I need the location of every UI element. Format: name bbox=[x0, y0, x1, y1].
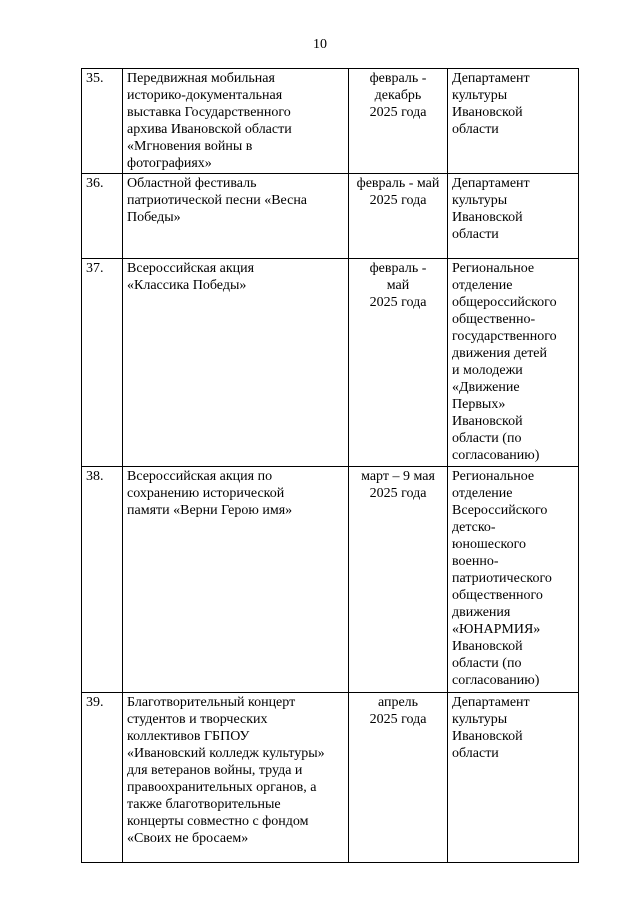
event-line: «Мгновения войны в bbox=[127, 139, 253, 154]
organizer-cell bbox=[448, 467, 579, 693]
organizer-cell bbox=[448, 69, 579, 174]
table-row bbox=[82, 467, 579, 693]
date-cell bbox=[349, 467, 448, 693]
organizer-line: отделение bbox=[452, 486, 513, 501]
organizer-cell bbox=[448, 259, 579, 467]
organizer-line: детско- bbox=[452, 520, 496, 535]
organizer-line: Департамент bbox=[452, 176, 530, 191]
table-row bbox=[82, 69, 579, 174]
organizer-line: общественно- bbox=[452, 312, 536, 327]
organizer-line: Региональное bbox=[452, 469, 535, 484]
page-number: 10 bbox=[313, 37, 327, 52]
organizer-line: согласованию) bbox=[452, 448, 540, 463]
organizer-line: общественного bbox=[452, 588, 543, 603]
organizer-line: Ивановской bbox=[452, 210, 523, 225]
date-cell bbox=[349, 174, 448, 259]
event-cell bbox=[123, 259, 349, 467]
date-line: май bbox=[386, 278, 410, 293]
organizer-line: Региональное bbox=[452, 261, 535, 276]
organizer-line: патриотического bbox=[452, 571, 552, 586]
organizer-line: Всероссийского bbox=[452, 503, 548, 518]
event-line: фотографиях» bbox=[127, 156, 212, 171]
event-line: выставка Государственного bbox=[127, 105, 291, 120]
organizer-cell bbox=[448, 174, 579, 259]
organizer-line: движения bbox=[452, 605, 511, 620]
organizer-line: области (по bbox=[452, 656, 522, 671]
organizer-line: юношеского bbox=[452, 537, 526, 552]
event-line: Передвижная мобильная bbox=[127, 71, 275, 86]
table-row bbox=[82, 174, 579, 259]
date-line: февраль - bbox=[369, 71, 427, 86]
event-line: студентов и творческих bbox=[127, 712, 268, 727]
date-cell bbox=[349, 69, 448, 174]
organizer-line: области bbox=[452, 746, 499, 761]
date-line: 2025 года bbox=[369, 486, 427, 501]
date-line: февраль - bbox=[369, 261, 427, 276]
date-line: февраль - май bbox=[356, 176, 440, 191]
row-number: 37. bbox=[82, 259, 123, 467]
organizer-line: военно- bbox=[452, 554, 499, 569]
date-cell bbox=[349, 693, 448, 863]
event-line: концерты совместно с фондом bbox=[127, 814, 309, 829]
event-line: Победы» bbox=[127, 210, 181, 225]
row-number: 38. bbox=[82, 467, 123, 693]
organizer-line: культуры bbox=[452, 88, 508, 103]
events-table-body bbox=[82, 69, 579, 863]
organizer-line: и молодежи bbox=[452, 363, 523, 378]
organizer-line: культуры bbox=[452, 193, 508, 208]
row-number: 35. bbox=[82, 69, 123, 174]
organizer-line: «Движение bbox=[452, 380, 520, 395]
event-line: «Ивановский колледж культуры» bbox=[127, 746, 325, 761]
event-line: Всероссийская акция bbox=[127, 261, 255, 276]
organizer-line: движения детей bbox=[452, 346, 548, 361]
event-line: для ветеранов войны, труда и bbox=[127, 763, 303, 778]
events-table bbox=[81, 68, 579, 863]
organizer-line: Первых» bbox=[452, 397, 506, 412]
date-line: 2025 года bbox=[369, 712, 427, 727]
organizer-line: отделение bbox=[452, 278, 513, 293]
event-cell bbox=[123, 467, 349, 693]
date-line: 2025 года bbox=[369, 193, 427, 208]
organizer-line: общероссийского bbox=[452, 295, 557, 310]
organizer-cell bbox=[448, 693, 579, 863]
date-cell bbox=[349, 259, 448, 467]
table-row bbox=[82, 259, 579, 467]
event-cell bbox=[123, 69, 349, 174]
date-line: 2025 года bbox=[369, 105, 427, 120]
organizer-line: Ивановской bbox=[452, 105, 523, 120]
event-line: патриотической песни «Весна bbox=[127, 193, 308, 208]
event-line: коллективов ГБПОУ bbox=[127, 729, 250, 744]
date-line: 2025 года bbox=[369, 295, 427, 310]
organizer-line: области (по bbox=[452, 431, 522, 446]
date-line: март – 9 мая bbox=[361, 469, 435, 484]
organizer-line: области bbox=[452, 122, 499, 137]
event-line: «Своих не бросаем» bbox=[127, 831, 249, 846]
event-line: правоохранительных органов, а bbox=[127, 780, 317, 795]
row-number: 36. bbox=[82, 174, 123, 259]
event-cell bbox=[123, 174, 349, 259]
organizer-line: «ЮНАРМИЯ» bbox=[452, 622, 541, 637]
organizer-line: Департамент bbox=[452, 695, 530, 710]
event-line: архива Ивановской области bbox=[127, 122, 292, 137]
event-line: сохранению исторической bbox=[127, 486, 285, 501]
organizer-line: области bbox=[452, 227, 499, 242]
event-line: также благотворительные bbox=[127, 797, 281, 812]
organizer-line: Ивановской bbox=[452, 414, 523, 429]
organizer-line: согласованию) bbox=[452, 673, 540, 688]
event-line: историко-документальная bbox=[127, 88, 283, 103]
organizer-line: Департамент bbox=[452, 71, 530, 86]
event-line: «Классика Победы» bbox=[127, 278, 247, 293]
table-row bbox=[82, 693, 579, 863]
event-line: памяти «Верни Герою имя» bbox=[127, 503, 293, 518]
organizer-line: Ивановской bbox=[452, 729, 523, 744]
event-line: Областной фестиваль bbox=[127, 176, 257, 191]
organizer-line: культуры bbox=[452, 712, 508, 727]
event-cell bbox=[123, 693, 349, 863]
row-number: 39. bbox=[82, 693, 123, 863]
event-line: Благотворительный концерт bbox=[127, 695, 296, 710]
date-line: апрель bbox=[377, 695, 419, 710]
event-line: Всероссийская акция по bbox=[127, 469, 273, 484]
organizer-line: Ивановской bbox=[452, 639, 523, 654]
date-line: декабрь bbox=[374, 88, 422, 103]
organizer-line: государственного bbox=[452, 329, 557, 344]
